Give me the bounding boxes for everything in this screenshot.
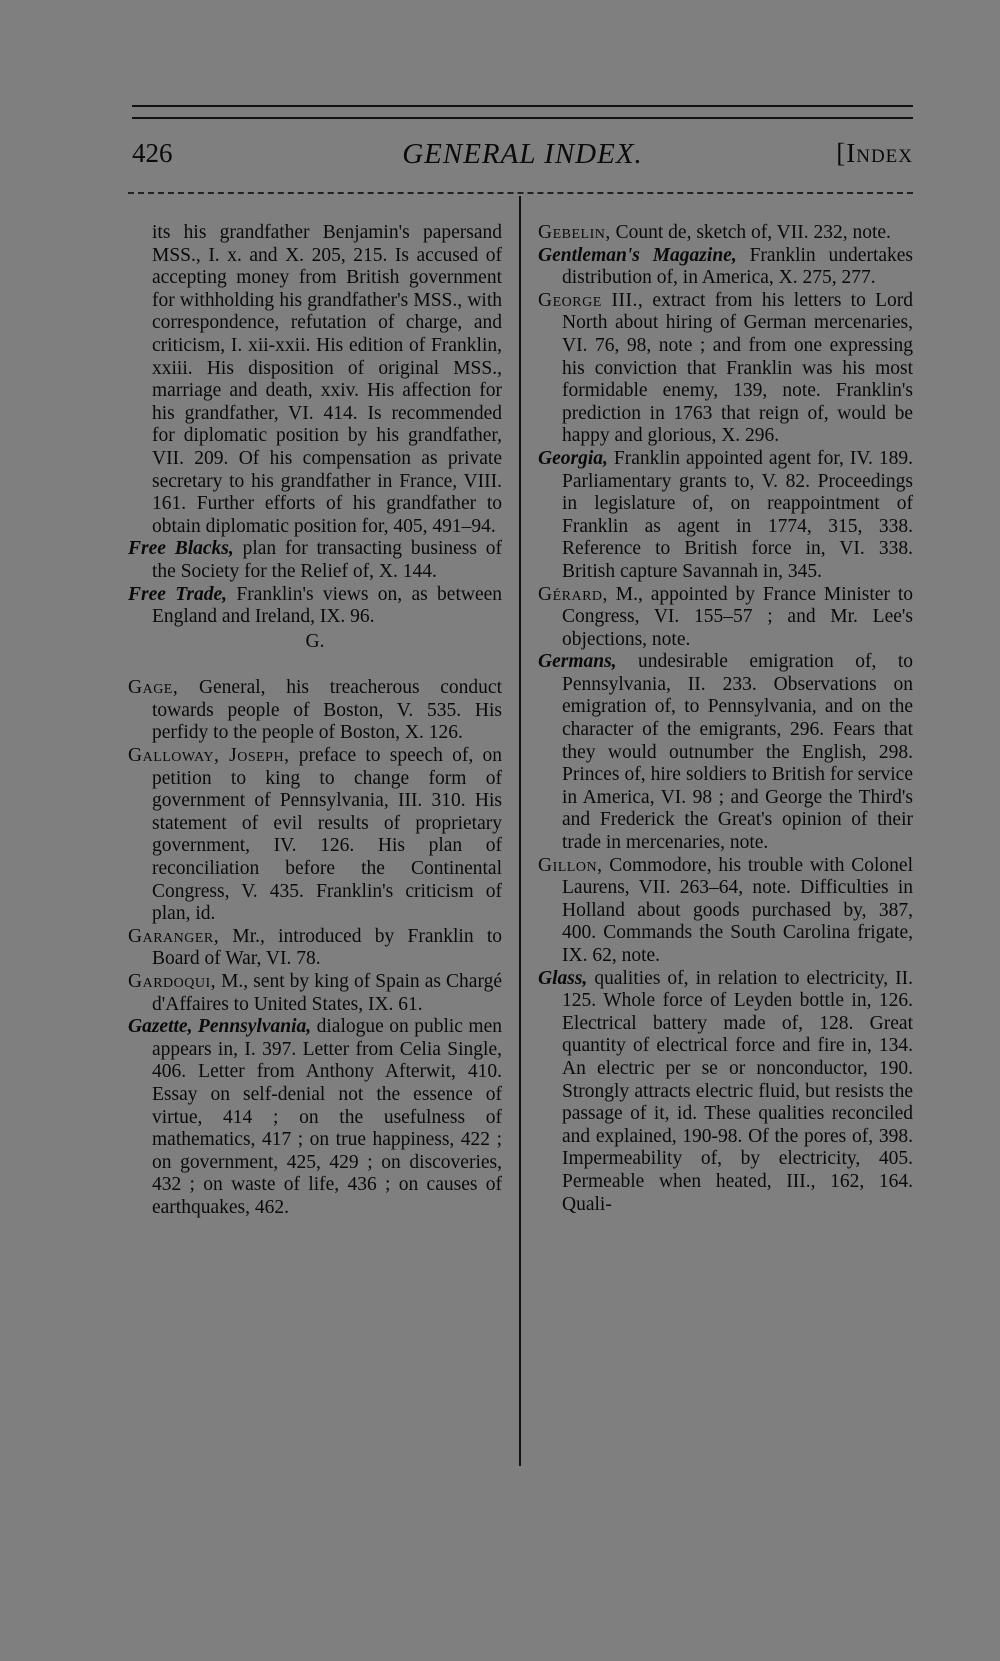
top-double-rule-upper	[132, 105, 913, 107]
entry-text: plan for transacting business of the Society for the Relief of, X. 144.	[152, 538, 502, 582]
index-entry	[128, 926, 502, 971]
page-title: GENERAL INDEX.	[402, 138, 643, 170]
top-double-rule-lower	[132, 117, 913, 119]
entry-head: Glass,	[538, 967, 588, 989]
entry-text: its his grandfather Benjamin's papersand MSS., I. x. and X. 205, 215. Is accused of accepting money from British government for withholding his grandfather's MSS., with correspondence, refutation of charge, and criticism, I. xii-xxii. His edition of Franklin, xxiii. His disposition of original MSS., marriage and death, xxiv. His affection for his grandfather, VI. 414. Is recommended for diplomatic position by his grandfather, VII. 209. Of his compensation as private secretary to his grandfather in France, VIII. 161. Further efforts of his grandfather to obtain diplomatic position for, 405, 491–94.	[152, 222, 502, 537]
entry-head: Germans,	[538, 651, 617, 673]
entry-head: Free Trade,	[128, 583, 228, 605]
index-entry	[538, 245, 913, 290]
entry-text: Franklin appointed agent for, IV. 189. Parliamentary grants to, V. 82. Proceedings in legislature of, on reappointment of Franklin as agent in 1774, 315, 338. Reference to British force in, VI. 338. British capture Savannah in, 345.	[562, 447, 913, 582]
entry-head: Gazette, Pennsylvania,	[128, 1016, 312, 1038]
entry-head: Gage,	[128, 677, 179, 699]
index-entry	[538, 290, 913, 448]
index-entry	[128, 677, 502, 745]
entry-text: Franklin undertakes distribution of, in America, X. 275, 277.	[562, 244, 914, 289]
entry-text: Count de, sketch of, VII. 232, note.	[610, 222, 891, 243]
entry-head: Free Blacks,	[128, 538, 234, 560]
index-entry	[128, 584, 502, 629]
header-rule	[128, 192, 913, 194]
entry-head: Garanger,	[128, 925, 220, 947]
entry-text: M., appointed by France Minister to Congress, VI. 155–57 ; and Mr. Lee's objections, note.	[562, 583, 913, 650]
entry-head: Gebelin,	[538, 222, 611, 243]
index-entry	[128, 745, 502, 926]
entry-head: Galloway, Joseph,	[128, 745, 290, 767]
entry-head: Gardoqui,	[128, 971, 217, 992]
index-entry	[538, 651, 913, 854]
left-column	[128, 222, 502, 1220]
entry-head: George III.,	[538, 289, 644, 311]
entry-text: M., sent by king of Spain as Chargé d'Affaires to United States, IX. 61.	[152, 971, 502, 1015]
entry-text: preface to speech of, on petition to king to change form of government of Pennsylvania, III. 310. His statement of evil results of proprietary government, IV. 126. His plan of reconciliation before the Continental Congress, V. 435. Franklin's criticism of plan, id.	[152, 745, 503, 925]
entry-text: qualities of, in relation to electricity, II. 125. Whole force of Leyden bottle in, 126. Electrical battery made of, 128. Great quantity of electrical force and fire in, 134. An electric per se or nonconductor, 190. Strongly attracts electric fluid, but resists the passage of it, id. These qualities reconciled and explained, 190-98. Of the pores of, 398. Impermeability of, by electricity, 405. Permeable when heated, III., 162, 164. Quali-	[562, 967, 913, 1215]
index-entry	[128, 538, 502, 583]
section-letter: G.	[305, 630, 325, 652]
index-entry	[538, 855, 913, 968]
entry-head: Georgia,	[538, 447, 608, 469]
entry-head: Gérard,	[538, 583, 608, 605]
index-entry	[538, 968, 913, 1217]
entry-text: extract from his letters to Lord North about hiring of German mercenaries, VI. 76, 98, note ; and from one expressing his conviction that Franklin was his most formidable enemy, 139, note. Franklin's prediction in 1763 that reign of, would be happy and glorious, X. 296.	[562, 289, 913, 447]
index-entry	[128, 1016, 502, 1219]
right-column	[538, 222, 913, 1216]
column-divider	[519, 196, 521, 1466]
page-number: 426	[132, 138, 173, 168]
index-entry	[538, 448, 913, 584]
running-head	[132, 138, 913, 178]
index-entry	[128, 222, 502, 538]
entry-head: Gentleman's Magazine,	[538, 244, 737, 266]
entry-text: undesirable emigration of, to Pennsylvania, II. 233. Observations on emigration of, to Pennsylvania, and on the character of the emigrants, 296. Fears that they would outnumber the English, 298. Princes of, hire soldiers to British for service in America, VI. 98 ; and George the Third's and Frederick the Great's opinion of their trade in mercenaries, note.	[562, 651, 913, 854]
index-entry	[538, 584, 913, 652]
entry-text: Mr., introduced by Franklin to Board of War, VI. 78.	[152, 925, 502, 970]
section-label: [Index	[836, 138, 913, 168]
entry-text: Commodore, his trouble with Colonel Laurens, VII. 263–64, note. Difficulties in Holland about goods purchased by, 387, 400. Commands the South Carolina frigate, IX. 62, note.	[562, 854, 913, 966]
entry-text: Franklin's views on, as between England and Ireland, IX. 96.	[152, 583, 503, 628]
index-entry	[538, 222, 913, 245]
entry-text: General, his treacherous conduct towards people of Boston, V. 535. His perfidy to the people of Boston, X. 126.	[152, 677, 502, 744]
index-entry	[128, 971, 502, 1016]
entry-text: dialogue on public men appears in, I. 397. Letter from Celia Single, 406. Letter from Anthony Afterwit, 410. Essay on self-denial not the essence of virtue, 414 ; on the usefulness of mathematics, 417 ; on true happiness, 422 ; on government, 425, 429 ; on discoveries, 432 ; on waste of life, 436 ; on causes of earthquakes, 462.	[152, 1016, 502, 1218]
entry-head: Gillon,	[538, 854, 603, 876]
